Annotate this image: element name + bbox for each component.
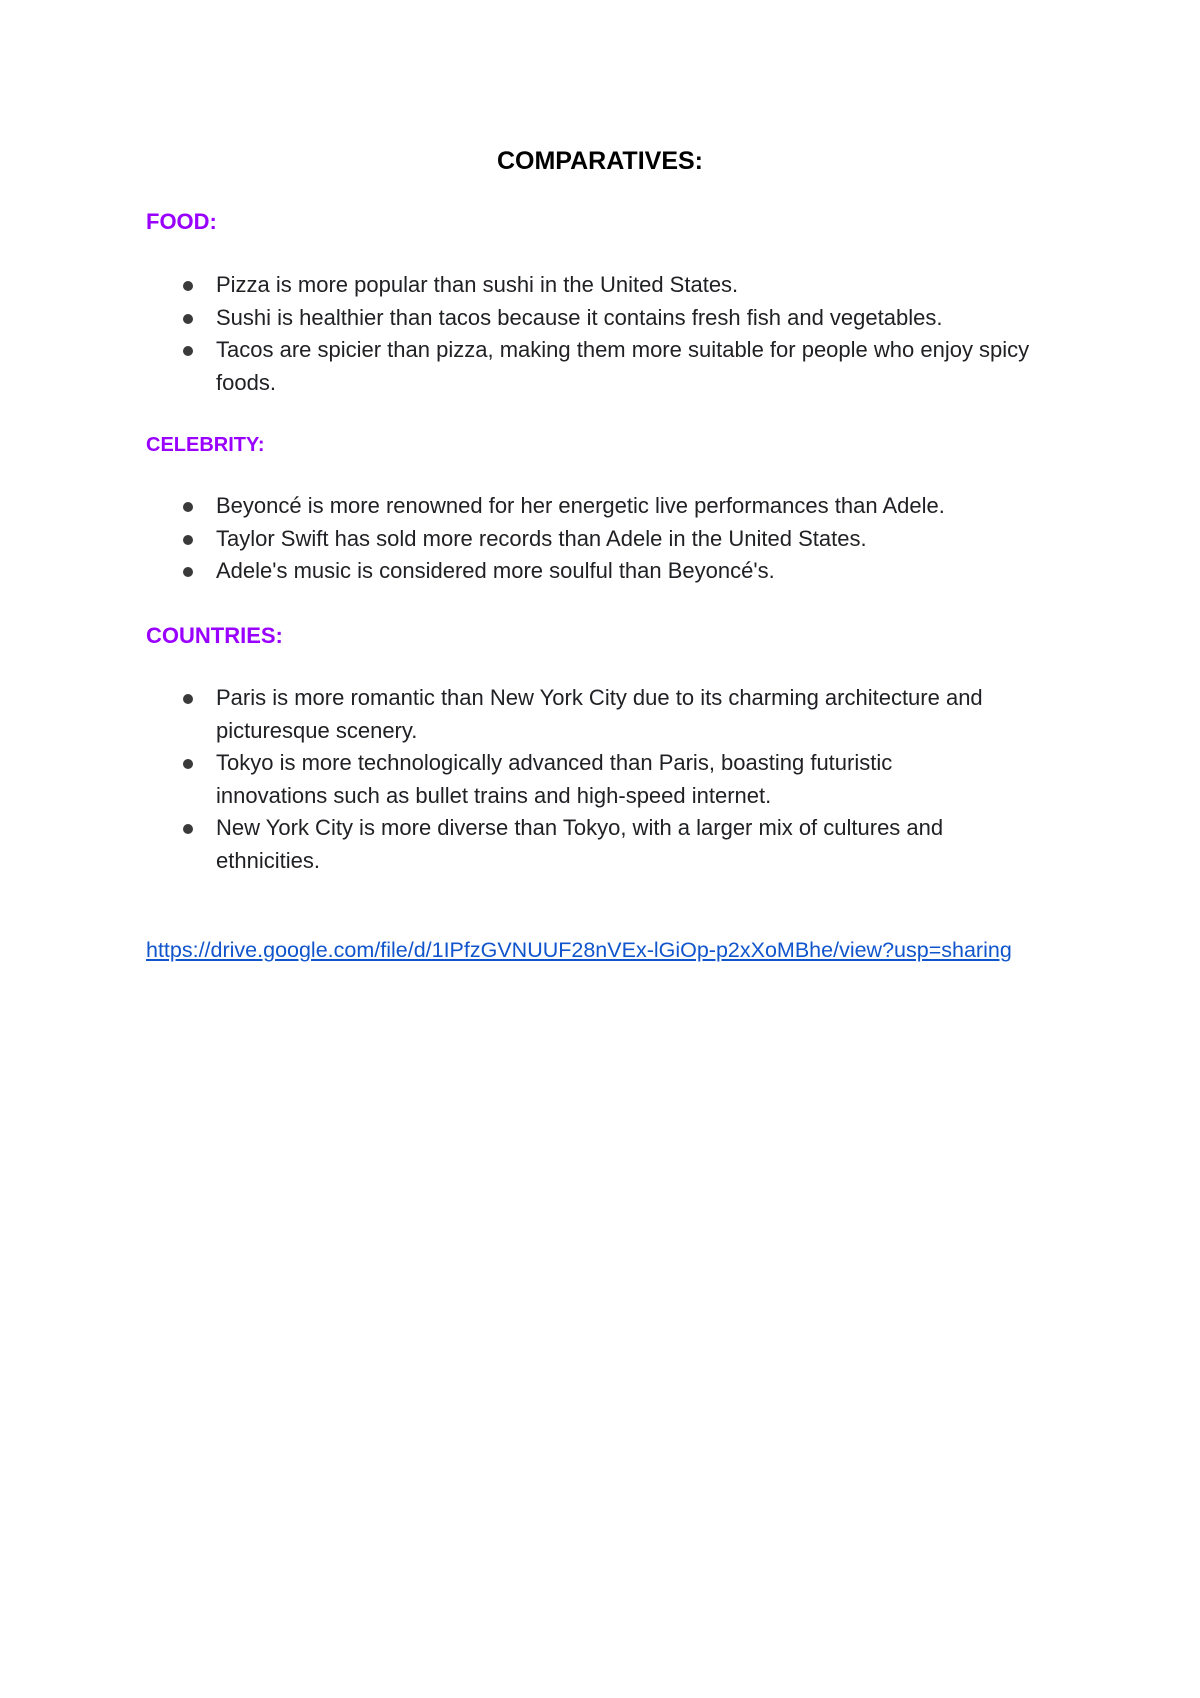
bullet-dot-icon [183,281,193,291]
bullet-dot-icon [183,535,193,545]
bullet-dot-icon [183,314,193,324]
drive-link[interactable]: https://drive.google.com/file/d/1IPfzGVNUUF28nVEx-lGiOp-p2xXoMBhe/view?usp=sharing [146,938,1012,962]
bullet-dot-icon [183,567,193,577]
list-item [146,302,1066,335]
celebrity-list [146,490,1066,588]
list-item [146,555,1066,588]
countries-list [146,682,1066,877]
list-item-text: Beyoncé is more renowned for her energetic live performances than Adele. [216,493,945,518]
section-heading-food: FOOD: [146,209,217,234]
list-item [146,523,1066,556]
list-item [146,682,1066,747]
list-item [146,747,1066,812]
list-item-text: Paris is more romantic than New York City due to its charming architecture and picturesque scenery. [216,685,983,743]
bullet-dot-icon [183,694,193,704]
list-item [146,812,1066,877]
list-item [146,490,1066,523]
section-heading-celebrity: CELEBRITY: [146,434,265,456]
list-item-text: Tacos are spicier than pizza, making them more suitable for people who enjoy spicy foods. [216,337,1030,395]
list-item [146,334,1066,399]
bullet-dot-icon [183,502,193,512]
section-heading-countries: COUNTRIES: [146,623,283,648]
list-item-text: Sushi is healthier than tacos because it contains fresh fish and vegetables. [216,304,943,330]
list-item [146,269,1066,302]
bullet-dot-icon [183,759,193,769]
list-item-text: Pizza is more popular than sushi in the United States. [216,272,739,297]
list-item-text: Taylor Swift has sold more records than Adele in the United States. [216,525,867,551]
list-item-text: Tokyo is more technologically advanced than Paris, boasting futuristic innovations such as bullet trains and high-speed internet. [216,750,893,808]
food-list [146,269,1066,399]
page-title: COMPARATIVES: [496,147,704,175]
list-item-text: New York City is more diverse than Tokyo, with a larger mix of cultures and ethnicities. [216,815,944,873]
list-item-text: Adele's music is considered more soulful than Beyoncé's. [216,558,775,583]
bullet-dot-icon [183,346,193,356]
bullet-dot-icon [183,824,193,834]
